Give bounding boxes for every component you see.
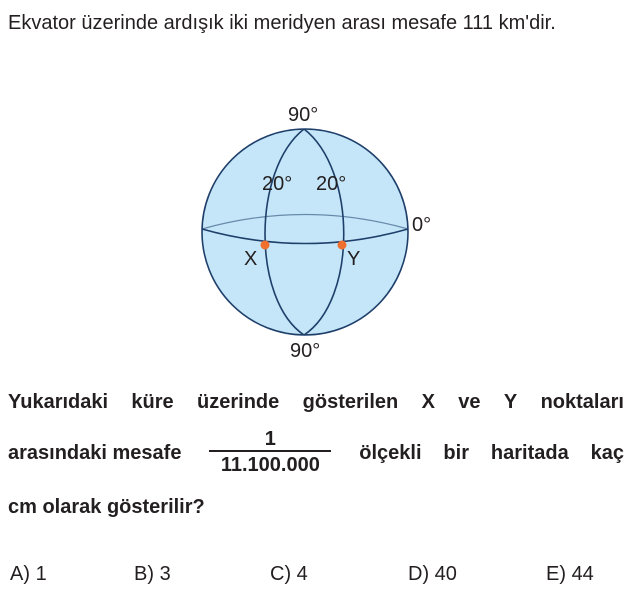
point-y-marker xyxy=(338,241,347,250)
option-letter: A) xyxy=(10,563,30,585)
option-value: 44 xyxy=(571,563,594,585)
intro-text: Ekvator üzerinde ardışık iki meridyen arası mesafe 111 km'dir. xyxy=(8,12,556,34)
option-d[interactable] xyxy=(408,562,457,586)
fraction-denominator: 11.100.000 xyxy=(220,454,320,476)
option-letter: C) xyxy=(270,563,292,585)
question-word: üzerinde xyxy=(197,391,280,413)
option-value: 4 xyxy=(296,563,308,585)
option-a[interactable] xyxy=(10,562,47,586)
option-c[interactable] xyxy=(270,562,308,586)
question-line-2-before: arasındaki mesafe xyxy=(8,441,182,464)
option-letter: D) xyxy=(408,563,430,585)
option-b[interactable] xyxy=(134,562,171,586)
question-text xyxy=(8,387,624,522)
question-word: X xyxy=(421,391,435,413)
option-value: 3 xyxy=(159,563,171,585)
question-line-1 xyxy=(8,387,624,417)
point-x-marker xyxy=(261,241,270,250)
right-meridian-angle-label: 20° xyxy=(316,173,347,195)
question-word: Y xyxy=(503,391,518,413)
question-word: haritada xyxy=(490,441,569,464)
question-word: bir xyxy=(443,441,469,464)
question-word: ölçekli xyxy=(359,441,422,464)
equator-label: 0° xyxy=(412,214,432,236)
left-meridian-angle-label: 20° xyxy=(262,173,293,195)
scale-fraction xyxy=(209,428,331,478)
question-word: noktaları xyxy=(540,391,624,413)
question-word: ve xyxy=(458,391,481,413)
north-pole-label: 90° xyxy=(288,104,319,126)
question-line-3: cm olarak gösterilir? xyxy=(8,496,205,518)
south-pole-label: 90° xyxy=(290,340,321,362)
option-letter: E) xyxy=(546,563,566,585)
question-word: kaç xyxy=(590,441,624,464)
option-e[interactable] xyxy=(546,562,594,586)
point-x-label: X xyxy=(244,248,258,270)
question-word: küre xyxy=(131,391,174,413)
option-letter: B) xyxy=(134,563,154,585)
option-value: 1 xyxy=(35,563,47,585)
question-word: gösterilen xyxy=(302,391,399,413)
sphere-outline xyxy=(202,129,408,335)
point-y-label: Y xyxy=(347,248,361,270)
fraction-numerator: 1 xyxy=(264,428,276,450)
question-line-2 xyxy=(8,426,624,480)
question-word: Yukarıdaki xyxy=(8,391,109,413)
option-value: 40 xyxy=(434,563,457,585)
